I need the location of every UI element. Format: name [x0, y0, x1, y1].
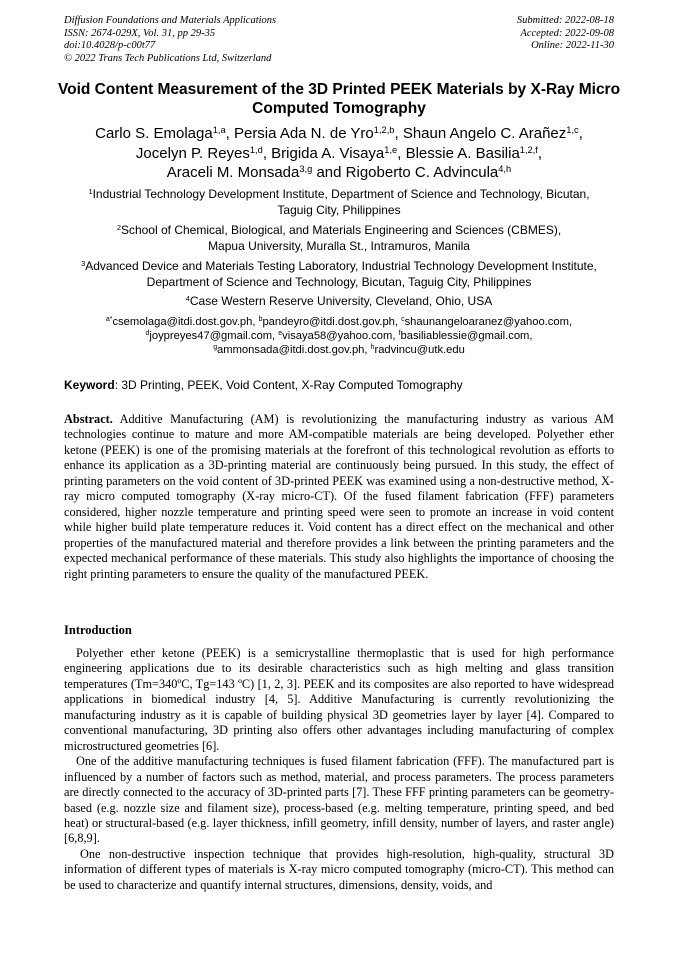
- keywords-label: Keyword: [64, 378, 115, 392]
- keywords: [64, 377, 614, 393]
- email-address[interactable]: shaunangeloaranez@yahoo.com,: [404, 316, 573, 328]
- affiliation-line: Industrial Technology Development Institute, Department of Science and Technology, Bicutan,: [92, 187, 590, 201]
- email-sup: c: [401, 316, 405, 324]
- email-sup: b: [258, 316, 263, 324]
- email-line-2: [40, 329, 638, 343]
- author-name: Araceli M. Monsada: [166, 164, 300, 181]
- author-list: [40, 124, 638, 183]
- author-line-1: [40, 124, 638, 144]
- author-name: Blessie A. Basilia: [405, 144, 520, 162]
- author-sup: 1,c: [566, 124, 579, 135]
- author-sup: 1,2,b: [373, 124, 395, 135]
- author-separator: ,: [394, 125, 403, 142]
- abstract-label: Abstract.: [64, 412, 113, 426]
- author-name: Rigoberto C. Advincula: [345, 164, 499, 181]
- copyright-line: © 2022 Trans Tech Publications Ltd, Switzerland: [64, 52, 272, 64]
- introduction-body: [64, 646, 614, 893]
- author-separator: ,: [225, 125, 234, 142]
- author-name: Jocelyn P. Reyes: [135, 144, 250, 162]
- email-address[interactable]: pandeyro@itdi.dost.gov.ph,: [262, 316, 402, 328]
- paragraph: Polyether ether ketone (PEEK) is a semicrystalline thermoplastic that is used for high performance engineering applications due to its desirable characteristics such as high melting and glass transition temperatures (Tm=340ºC, Tg=143 ºC) [1, 2, 3]. PEEK and its composites are also reported to have widespread applications in biomedical industry [4, 5]. Additive Manufacturing is currently revolutionizing the manufacturing industry as it is capable of building physical 3D geometries layer by layer [4]. Compared to conventional manufacturing, 3D printing also offers other advantages including manufacturing of complex microstructured geometries [6].: [64, 646, 614, 753]
- affiliation-3: [40, 258, 638, 290]
- email-address[interactable]: visaya58@yahoo.com,: [282, 330, 399, 343]
- author-sup: 1,2,f: [519, 144, 538, 155]
- affiliation-line: Advanced Device and Materials Testing Laboratory, Industrial Technology Development Institute,: [85, 259, 597, 273]
- issn-line: ISSN: 2674-029X, Vol. 31, pp 29-35: [64, 27, 216, 39]
- affiliation-line: School of Chemical, Biological, and Materials Engineering and Sciences (CBMES),: [120, 223, 562, 237]
- email-address[interactable]: csemolaga@itdi.dost.gov.ph,: [112, 316, 259, 328]
- affiliation-2: [40, 222, 638, 254]
- email-address[interactable]: ammonsada@itdi.dost.gov.ph,: [217, 344, 371, 357]
- email-sup: g: [213, 344, 218, 352]
- author-sup: 1,a: [212, 124, 226, 135]
- online-date: Online: 2022-11-30: [531, 40, 614, 51]
- paragraph: One of the additive manufacturing techniques is fused filament fabrication (FFF). The manufactured part is influenced by a number of factors such as method, material, and process parameters. The process parameters are directly connected to the accuracy of 3D-printed parts [7]. These FFF printing parameters can be geometry-based (e.g. nozzle size and filament size), process-based (e.g. melting temperature, printing speed, and bed heat) or structural-based (e.g. layer thickness, infill geometry, infill density, number of layers, and raster angle) [6,8,9].: [64, 754, 614, 846]
- email-sup: f: [398, 330, 401, 338]
- affiliation-line: Department of Science and Technology, Bicutan, Taguig City, Philippines: [146, 275, 532, 289]
- author-sup: 1,d: [249, 144, 263, 155]
- journal-header: [64, 15, 276, 65]
- abstract: [64, 412, 614, 582]
- author-sup: 1,e: [384, 144, 398, 155]
- affiliation-number: 3: [81, 258, 86, 268]
- author-sup: 3,g: [299, 163, 313, 174]
- abstract-text: Additive Manufacturing (AM) is revolutionizing the manufacturing industry as various AM technologies continue to mature and more AM-compatible materials are being developed. Polyether ether ketone (PEEK) is one of the promising materials at the forefront of this technological revolution as efforts to enhance its application as a 3D-printing material are continuously being pursued. In this study, the effect of printing parameters on the void content of 3D-printed PEEK was examined using a non-destructive method, X-ray micro computed tomography (X-ray micro-CT). Of the fused filament fabrication (FFF) parameters considered, higher nozzle temperature and printing speed were seen to promote an increase in void content while higher build plate temperature reduces it. Void content has a direct effect on the mechanical and other properties of the manufactured material and therefore provides a link between the printing parameters and the expected mechanical performance of these materials. This study also highlights the importance of choosing the right printing parameters to ensure the quality of the manufactured PEEK.: [64, 412, 614, 581]
- author-sup: 4,h: [498, 163, 512, 174]
- email-list: [40, 315, 638, 358]
- author-separator: ,: [578, 125, 583, 142]
- author-line-2: [40, 144, 638, 164]
- author-name: Shaun Angelo C. Arañez: [402, 125, 567, 142]
- affiliation-number: 4: [185, 293, 190, 303]
- affiliation-1: [40, 186, 638, 218]
- doi-line[interactable]: doi:10.4028/p-c00t77: [64, 40, 156, 51]
- email-address[interactable]: basiliablessie@gmail.com,: [400, 330, 533, 343]
- introduction-heading: Introduction: [64, 623, 132, 637]
- email-sup: d: [145, 330, 150, 338]
- affiliation-line: Mapua University, Muralla St., Intramuros, Manila: [208, 239, 470, 253]
- affiliation-line: Taguig City, Philippines: [277, 203, 401, 217]
- affiliation-4: [40, 293, 638, 309]
- author-name: Persia Ada N. de Yro: [233, 125, 374, 142]
- affiliation-number: 1: [88, 186, 93, 196]
- email-sup: h: [370, 344, 375, 352]
- accepted-date: Accepted: 2022-09-08: [520, 27, 614, 39]
- author-line-3: [40, 163, 638, 183]
- keywords-text: : 3D Printing, PEEK, Void Content, X-Ray Computed Tomography: [114, 378, 463, 392]
- email-line-3: [40, 343, 638, 357]
- author-separator: and: [312, 164, 346, 181]
- affiliation-number: 2: [116, 222, 121, 232]
- paragraph: One non-destructive inspection technique that provides high-resolution, high-quality, structural 3D information of different types of materials is X-ray micro computed tomography (micro-CT). This method can be used to characterize and quantify internal structures, dimensions, density, voids, and: [64, 846, 614, 892]
- journal-name: Diffusion Foundations and Materials Applications: [64, 15, 277, 26]
- dates-header: [517, 15, 614, 53]
- email-sup: a*: [105, 316, 113, 324]
- email-address[interactable]: radvincu@utk.edu: [374, 344, 465, 357]
- email-address[interactable]: joypreyes47@gmail.com,: [149, 330, 279, 343]
- author-separator: ,: [537, 144, 543, 162]
- author-name: Carlo S. Emolaga: [95, 125, 213, 142]
- email-line-1: [40, 315, 638, 329]
- paper-title: Void Content Measurement of the 3D Printed PEEK Materials by X-Ray Micro Computed Tomography: [57, 81, 621, 117]
- affiliation-line: Case Western Reserve University, Cleveland, Ohio, USA: [189, 294, 493, 308]
- author-separator: ,: [262, 144, 272, 162]
- email-sup: e: [278, 330, 283, 338]
- author-separator: ,: [397, 144, 406, 162]
- submitted-date: Submitted: 2022-08-18: [516, 15, 614, 26]
- author-name: Brigida A. Visaya: [271, 144, 385, 162]
